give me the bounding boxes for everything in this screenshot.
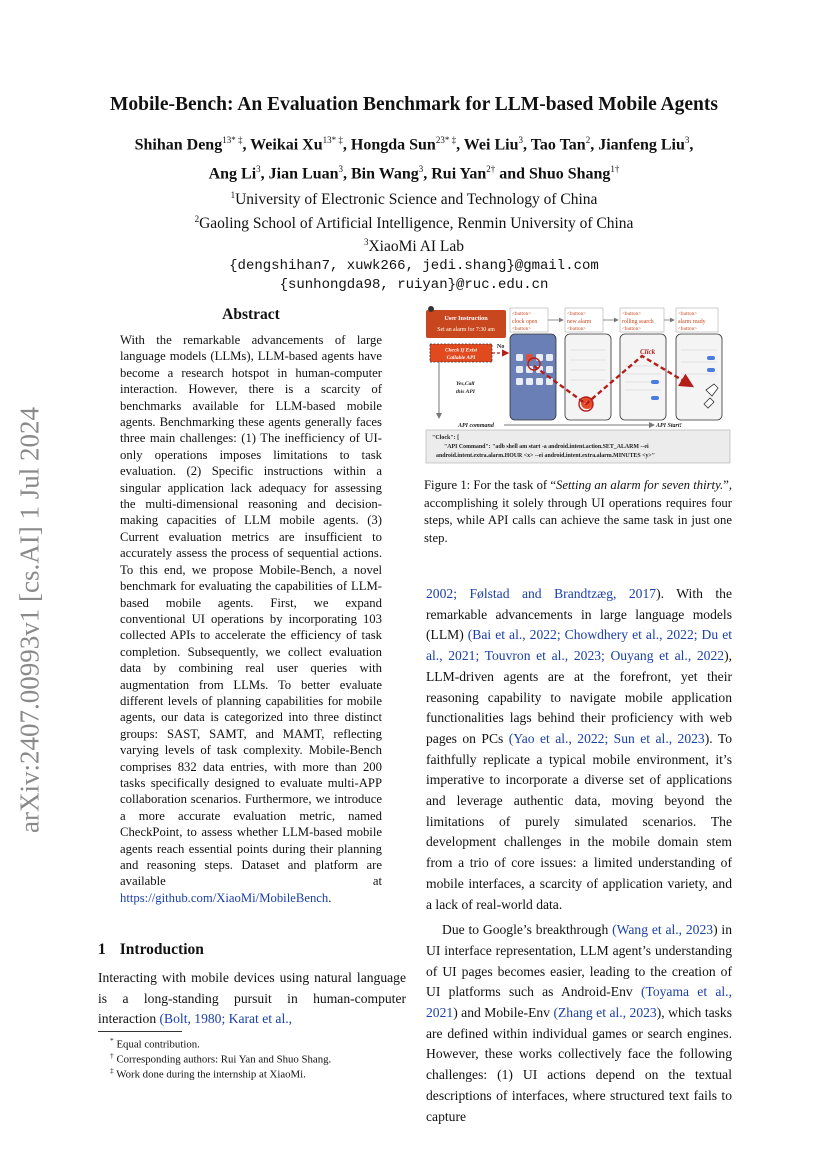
arxiv-stamp: arXiv:2407.00993v1 [cs.AI] 1 Jul 2024 bbox=[14, 407, 45, 833]
svg-text:rolling search: rolling search bbox=[622, 319, 654, 325]
author-name: Tao Tan bbox=[530, 136, 586, 154]
svg-text:new alarm: new alarm bbox=[567, 319, 592, 325]
step-label bbox=[676, 308, 718, 332]
author-marker: 3 bbox=[256, 164, 261, 175]
citation-link[interactable]: (Bolt, 1980; Karat et al., bbox=[159, 1011, 293, 1027]
abstract-body: With the remarkable advancements of large language models (LLMs), LLM-based agents have become a research hotspot in human-computer interaction. However, there is a scarcity of benchmarks available for LLM-based mobile agents. Benchmarking these agents generally faces three main challenges: (1) The inefficiency of UI-only operations imposes limitations to task evaluation. (2) Specific instructions within a singular application lack adequacy for assessing the multi-dimensional reasoning and decision-making capacities of LLM mobile agents. (3) Current evaluation metrics are insufficient to accurately assess the process of sequential actions. To this end, we propose Mobile-Bench, a novel benchmark for evaluating the capabilities of LLM-based mobile agents. First, we expand conventional UI operations by incorporating 103 collected APIs to accelerate the efficiency of task completion. Subsequently, we collect evaluation data by combining real user queries with augmentation from LLMs. To better evaluate different levels of planning capabilities for mobile agents, our data is categorized into three distinct groups: SAST, SAMT, and MAMT, reflecting varying levels of task complexity. Mobile-Bench comprises 832 data entries, with more than 200 tasks specifically designed to evaluate multi-APP collaboration scenarios. Furthermore, we introduce a more accurate evaluation metric, named CheckPoint, to assess whether LLM-based mobile agents reach essential points during their planning and reasoning steps. Dataset and platform are available at https://github.com/XiaoMi/MobileBench. bbox=[120, 333, 382, 905]
email-line: {dengshihan7, xuwk266, jedi.shang}@gmail.com bbox=[229, 257, 599, 274]
click-label: Click bbox=[640, 348, 656, 356]
github-link[interactable]: https://github.com/XiaoMi/MobileBench bbox=[120, 890, 329, 905]
affiliations bbox=[100, 186, 728, 296]
author-marker: 3 bbox=[684, 135, 690, 145]
citation-link[interactable]: (Zhang et al., 2023 bbox=[553, 1005, 657, 1021]
intro-paragraph: Interacting with mobile devices using natural language is a long-standing pursuit in human-computer interaction (Bolt, 1980; Karat et al., bbox=[98, 970, 406, 1027]
no-label: No bbox=[497, 344, 505, 350]
api-start-label: API Start! bbox=[656, 423, 682, 429]
step-label bbox=[565, 308, 603, 332]
paragraph: 2002; Følstad and Brandtzæg, 2017). With the remarkable advancements in large language models (LLM) (Bai et al., 2022; Chowdhery et al., 2022; Du et al., 2021; Touvron et al., 2023; Ouyang et al., 2022), LLM-driven agents are at the forefront, yet their reasoning capability to navigate mobile application functionalities lags behind their proficiency with web pages on PCs (Yao et al., 2022; Sun et al., 2023). To faithfully replicate a typical mobile environment, it’s imperative to incorporate a diverse set of applications and leverage authentic data, moving beyond the limitations of purely simulated scenarios. The development challenges in the mobile domain stem from a trio of core issues: a limited understanding of mobile interfaces, a scarcity of application variety, and a lack of real-world data. bbox=[426, 586, 732, 912]
author-marker: 3 bbox=[418, 164, 424, 175]
svg-text:<button>: <button> bbox=[512, 311, 532, 317]
citation-link[interactable]: (Toyama et al., 2021 bbox=[426, 984, 732, 1021]
author-name: Rui Yan bbox=[431, 165, 487, 183]
svg-text:<button>: <button> bbox=[512, 326, 532, 332]
footnote-rule bbox=[98, 1031, 182, 1032]
svg-text:Set an alarm for 7:30 am: Set an alarm for 7:30 am bbox=[437, 327, 495, 333]
svg-text:"API Command": "adb shell am s: "API Command": "adb shell am start -a android.intent.action.SET_ALARM --ei bbox=[444, 444, 649, 450]
author-marker: 1† bbox=[610, 164, 620, 175]
affiliation: $^3$XiaoMi AI Lab bbox=[363, 237, 465, 256]
svg-text:<button>: <button> bbox=[567, 326, 587, 332]
svg-text:<button>: <button> bbox=[567, 311, 587, 317]
author-marker: 13* ‡ bbox=[322, 135, 343, 145]
author-name: Wei Liu bbox=[463, 136, 519, 154]
phone-screen-alarm bbox=[676, 334, 722, 420]
figure-1-caption: Figure 1: For the task of “Setting an alarm for seven thirty.”, accomplishing it solely through UI operations requires four steps, while API calls can achieve the same task in just one step. bbox=[424, 478, 732, 545]
user-instruction-box bbox=[426, 310, 506, 338]
citation-link[interactable]: (Bai et al., 2022; Chowdhery et al., 2022; Du et al., 2021; Touvron et al., 2023; Ouyang et al., 2022 bbox=[426, 627, 732, 664]
intro-right-column bbox=[426, 584, 732, 1127]
section-heading-introduction: 1 Introduction bbox=[98, 941, 204, 958]
svg-text:Callable API: Callable API bbox=[446, 355, 476, 361]
phone-screen-clock bbox=[565, 334, 611, 420]
svg-text:Yes,Call: Yes,Call bbox=[456, 381, 475, 387]
check-api-box bbox=[430, 344, 492, 362]
author-name: Ang Li bbox=[208, 165, 257, 183]
author-name: Shuo Shang bbox=[529, 165, 611, 183]
person-icon bbox=[428, 306, 434, 312]
svg-text:User Instruction: User Instruction bbox=[444, 315, 488, 322]
author-marker: 2 bbox=[585, 135, 591, 145]
author-marker: 3 bbox=[518, 135, 523, 145]
api-code-box bbox=[426, 430, 730, 463]
author-marker: 13* ‡ bbox=[222, 135, 243, 145]
citation-link[interactable]: (Yao et al., 2022; Sun et al., 2023 bbox=[508, 730, 705, 746]
svg-text:<button>: <button> bbox=[678, 326, 698, 332]
citation-link[interactable]: 2002; Følstad and Brandtzæg, 2017 bbox=[426, 586, 657, 601]
figure-1-diagram bbox=[424, 306, 732, 464]
svg-text:alarm ready: alarm ready bbox=[678, 319, 706, 325]
svg-text:android.intent.extra.alarm.HOU: android.intent.extra.alarm.HOUR <x> --ei android.intent.extra.alarm.MINUTES <y>" bbox=[436, 453, 656, 459]
author-marker: 3 bbox=[338, 164, 343, 175]
affiliation: $^1$University of Electronic Science and Technology of China bbox=[230, 190, 598, 209]
svg-text:<button>: <button> bbox=[678, 311, 698, 317]
author-name: Hongda Sun bbox=[350, 136, 436, 154]
paper-title: Mobile-Bench: An Evaluation Benchmark for LLM-based Mobile Agents bbox=[110, 94, 718, 115]
citation-link[interactable]: (Wang et al., 2023 bbox=[612, 922, 714, 938]
svg-text:<button>: <button> bbox=[622, 326, 642, 332]
svg-text:<button>: <button> bbox=[622, 311, 642, 317]
footnote: * Equal contribution. bbox=[110, 1036, 200, 1051]
author-line-1: Shihan Deng$^{13* \ddagger}$, Weikai $Xu^{13* \ddagger}$, Hongda Sun$^{23* \ddagger}$, Wei Liu$^3$, Tao Tan$^2$, Jianfeng Liu$^3$, bbox=[134, 135, 694, 154]
footnote: ‡ Work done during the internship at XiaoMi. bbox=[110, 1066, 306, 1081]
author-name: Jian Luan bbox=[268, 165, 339, 183]
svg-text:this API: this API bbox=[456, 389, 475, 395]
phone-screen-picker bbox=[620, 334, 666, 420]
author-marker: 23* ‡ bbox=[435, 135, 457, 145]
author-line-2: Ang Li$^3$, Jian Luan$^3$, Bin Wang$^3$, Rui Yan$^{2\dagger}$ and Shuo Shang$^{1\dagger}$ bbox=[208, 164, 620, 183]
api-command-label: API command bbox=[458, 423, 494, 429]
svg-text:+: + bbox=[584, 399, 589, 408]
paragraph: Due to Google’s breakthrough (Wang et al., 2023) in UI interface representation, LLM agent’s understanding of UI pages becomes easier, leading to the creation of UI platforms such as Android-Env (Toyama et al., 2021) and Mobile-Env (Zhang et al., 2023), which tasks are defined within individual games or search engines. However, these works collectively face the following challenges: (1) UI actions depend on the textual descriptions of interfaces, where structured text fails to capture bbox=[426, 922, 733, 1124]
email-line: {sunhongda98, ruiyan}@ruc.edu.cn bbox=[279, 277, 549, 294]
author-marker: 2† bbox=[486, 164, 496, 175]
svg-text:Check If Exist: Check If Exist bbox=[444, 347, 478, 354]
author-name: Jianfeng Liu bbox=[598, 136, 685, 154]
author-name: Bin Wang bbox=[350, 165, 419, 183]
step-label bbox=[620, 308, 664, 332]
svg-text:"Clock": [: "Clock": [ bbox=[432, 435, 460, 441]
svg-text:clock open: clock open bbox=[512, 319, 538, 325]
author-list bbox=[90, 128, 738, 187]
step-label bbox=[510, 308, 548, 332]
author-name: Weikai Xu bbox=[250, 136, 323, 154]
abstract-heading: Abstract bbox=[222, 306, 280, 323]
footnote: † Corresponding authors: Rui Yan and Shuo Shang. bbox=[110, 1051, 332, 1066]
author-name: Shihan Deng bbox=[134, 136, 223, 154]
affiliation: $^2$Gaoling School of Artificial Intelligence, Renmin University of China bbox=[194, 213, 634, 232]
